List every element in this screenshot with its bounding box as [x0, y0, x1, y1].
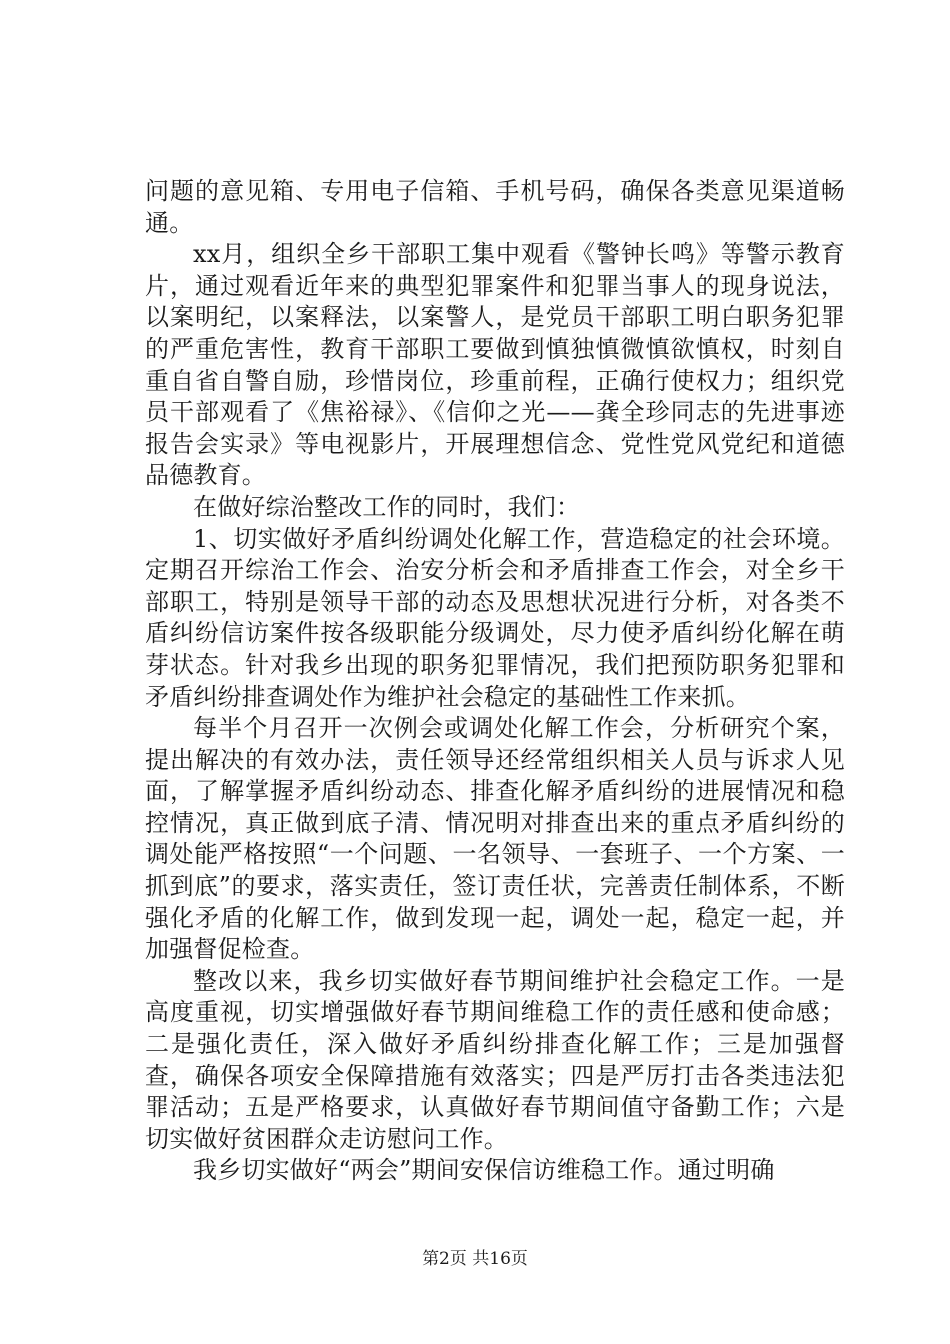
document-body [145, 176, 845, 1187]
paragraph-7: 我乡切实做好“两会”期间安保信访维稳工作。通过明确 [193, 1156, 775, 1185]
paragraph-2: xx月，组织全乡干部职工集中观看《警钟长鸣》等警示教育片，通过观看近年来的典型犯罪案件和犯罪当事人的现身说法，以案明纪，以案释法，以案警人，是党员干部职工明白职务犯罪的严重危害性，教育干部职工要做到慎独慎微慎欲慎权，时刻自重自省自警自励，珍惜岗位，珍重前程，正确行使权力；组织党员干部观看了《焦裕禄》、《信仰之光——龚全珍同志的先进事迹报告会实录》等电视影片，开展理想信念、党性党风党纪和道德品德教育。 [145, 240, 845, 490]
page-footer: 第2页 共16页 [422, 1249, 528, 1269]
paragraph-3: 在做好综治整改工作的同时，我们： [193, 492, 581, 521]
paragraph-5: 每半个月召开一次例会或调处化解工作会，分析研究个案，提出解决的有效办法，责任领导还经常组织相关人员与诉求人见面，了解掌握矛盾纠纷动态、排查化解矛盾纠纷的进展情况和稳控情况，真正做到底子清、情况明对排查出来的重点矛盾纠纷的调处能严格按照“一个问题、一名领导、一套班子、一个方案、一抓到底”的要求，落实责任，签订责任状，完善责任制体系，不断强化矛盾的化解工作，做到发现一起，调处一起，稳定一起，并加强督促检查。 [145, 714, 845, 964]
paragraph-4: 1、切实做好矛盾纠纷调处化解工作，营造稳定的社会环境。定期召开综治工作会、治安分析会和矛盾排查工作会，对全乡干部职工，特别是领导干部的动态及思想状况进行分析，对各类不盾纠纷信访案件按各级职能分级调处，尽力使矛盾纠纷化解在萌芽状态。针对我乡出现的职务犯罪情况，我们把预防职务犯罪和矛盾纠纷排查调处作为维护社会稳定的基础性工作来抓。 [145, 524, 845, 711]
paragraph-6: 整改以来，我乡切实做好春节期间维护社会稳定工作。一是高度重视，切实增强做好春节期间维稳工作的责任感和使命感；二是强化责任，深入做好矛盾纠纷排查化解工作；三是加强督查，确保各项安全保障措施有效落实；四是严厉打击各类违法犯罪活动；五是严格要求，认真做好春节期间值守备勤工作；六是切实做好贫困群众走访慰问工作。 [145, 966, 845, 1153]
paragraph-1: 问题的意见箱、专用电子信箱、手机号码，确保各类意见渠道畅通。 [145, 177, 845, 237]
